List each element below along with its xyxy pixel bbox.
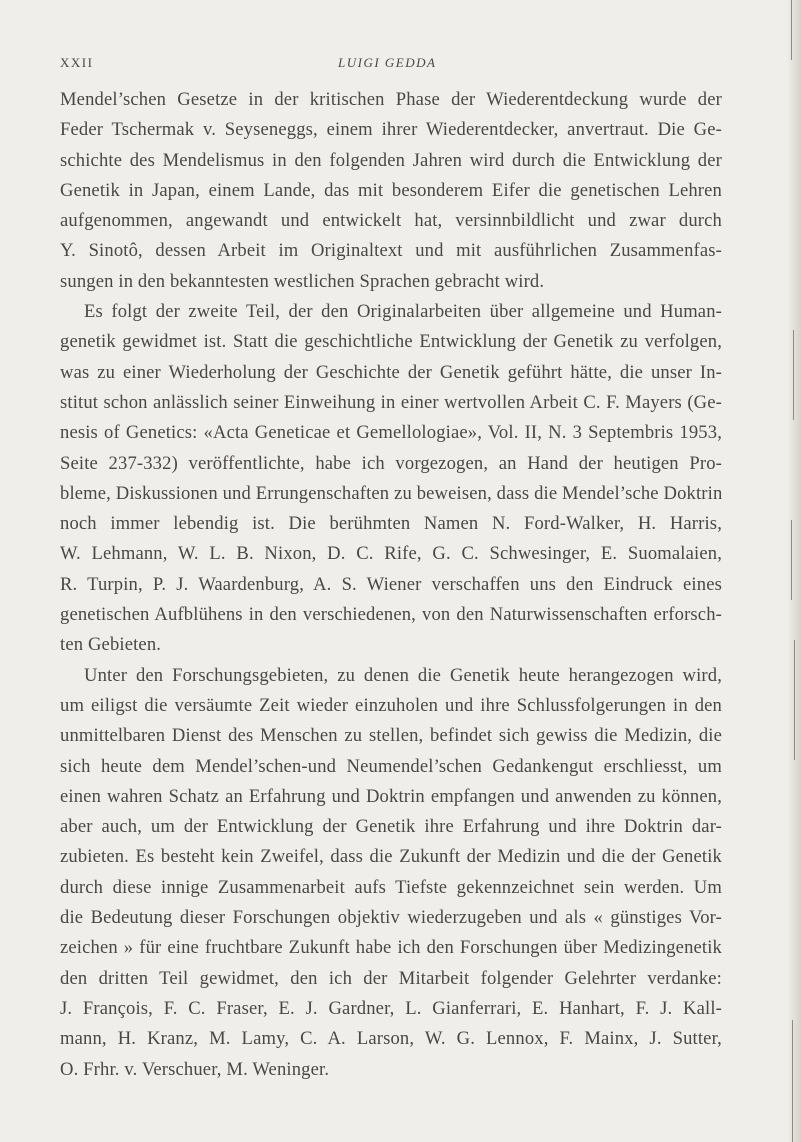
text-line: den dritten Teil gewidmet, den ich der Mitarbeit folgender Gelehrter verdanke:: [60, 967, 722, 989]
text-line: Y. Sinotô, dessen Arbeit im Originaltext und mit ausführlichen Zusammenfas-: [60, 240, 722, 262]
paragraph-2: [60, 297, 722, 661]
text-line: genetik gewidmet ist. Statt die geschichtliche Entwicklung der Genetik zu verfolgen,: [60, 331, 722, 353]
text-line: Mendel’schen Gesetze in der kritischen Phase der Wiederentdeckung wurde der: [60, 89, 722, 110]
text-line: die Bedeutung dieser Forschungen objektiv wiederzugeben und als « günstiges Vor-: [60, 907, 722, 929]
text-line: nesis of Genetics: «Acta Geneticae et Gemellologiae», Vol. II, N. 3 Septembris 1953,: [60, 422, 722, 444]
text-line: ten Gebieten.: [60, 634, 162, 656]
page-header: [60, 55, 720, 77]
text-line: Feder Tschermak v. Seyseneggs, einem ihrer Wiederentdecker, anvertraut. Die Ge-: [60, 119, 722, 141]
text-line: J. François, F. C. Fraser, E. J. Gardner, L. Gianferrari, E. Hanhart, F. J. Kall-: [60, 997, 722, 1019]
text-line: noch immer lebendig ist. Die berühmten Namen N. Ford-Walker, H. Harris,: [60, 513, 722, 535]
text-line: Seite 237-332) veröffentlichte, habe ich vorgezogen, an Hand der heutigen Pro-: [60, 452, 722, 474]
text-line: zeichen » für eine fruchtbare Zukunft habe ich den Forschungen über Medizingenetik: [60, 937, 722, 959]
page-edge-line: [791, 0, 792, 60]
text-line: Genetik in Japan, einem Lande, das mit besonderem Eifer die genetischen Lehren: [60, 179, 722, 201]
page-number: XXII: [60, 55, 94, 70]
text-line: W. Lehmann, W. L. B. Nixon, D. C. Rife, G. C. Schwesinger, E. Suomalaien,: [60, 543, 722, 565]
text-line: schichte des Mendelismus in den folgenden Jahren wird durch die Entwicklung der: [60, 149, 722, 171]
text-line: sungen in den bekanntesten westlichen Sprachen gebracht wird.: [60, 270, 545, 292]
text-line: zubieten. Es besteht kein Zweifel, dass die Zukunft der Medizin und die der Genetik: [60, 846, 722, 868]
body-text: [60, 85, 722, 1085]
text-line: mann, H. Kranz, M. Lamy, C. A. Larson, W. G. Lennox, F. Mainx, J. Sutter,: [60, 1028, 722, 1050]
text-line: genetischen Aufblühens in den verschiedenen, von den Naturwissenschaften erforsch-: [60, 604, 722, 626]
text-line: einen wahren Schatz an Erfahrung und Doktrin empfangen und anwenden zu können,: [60, 785, 722, 807]
text-line: durch diese innige Zusammenarbeit aufs Tiefste gekennzeichnet sein werden. Um: [60, 876, 722, 898]
text-line: bleme, Diskussionen und Errungenschaften zu beweisen, dass die Mendel’sche Doktrin: [60, 482, 723, 504]
text-line: stitut schon anlässlich seiner Einweihung in einer wertvollen Arbeit C. F. Mayers (Ge-: [60, 391, 722, 413]
text-line: was zu einer Wiederholung der Geschichte der Genetik geführt hätte, die unser In-: [60, 361, 722, 383]
page-edge-line: [792, 1020, 793, 1142]
page-edge-line: [793, 330, 794, 420]
running-head: LUIGI GEDDA: [338, 55, 437, 70]
text-line: Unter den Forschungsgebieten, zu denen die Genetik heute herangezogen wird,: [84, 664, 722, 686]
text-line: O. Frhr. v. Verschuer, M. Weninger.: [60, 1058, 330, 1080]
paragraph-3: [60, 661, 722, 1085]
text-line: Es folgt der zweite Teil, der den Originalarbeiten über allgemeine und Human-: [84, 301, 722, 323]
paragraph-1: [60, 85, 722, 297]
page-edge-line: [791, 520, 792, 600]
text-line: aber auch, um der Entwicklung der Genetik ihre Erfahrung und ihre Doktrin dar-: [60, 816, 722, 838]
text-line: um eiligst die versäumte Zeit wieder einzuholen und ihre Schlussfolgerungen in den: [60, 694, 722, 716]
page-edge-line: [794, 640, 795, 760]
text-line: R. Turpin, P. J. Waardenburg, A. S. Wiener verschaffen uns den Eindruck eines: [60, 573, 722, 595]
text-line: sich heute dem Mendel’schen-und Neumendel’schen Gedankengut erschliesst, um: [60, 755, 722, 777]
text-line: unmittelbaren Dienst des Menschen zu stellen, befindet sich gewiss die Medizin, die: [60, 725, 722, 747]
text-line: aufgenommen, angewandt und entwickelt hat, versinnbildlicht und zwar durch: [60, 210, 722, 232]
page-edge-shadow: [787, 0, 801, 1142]
